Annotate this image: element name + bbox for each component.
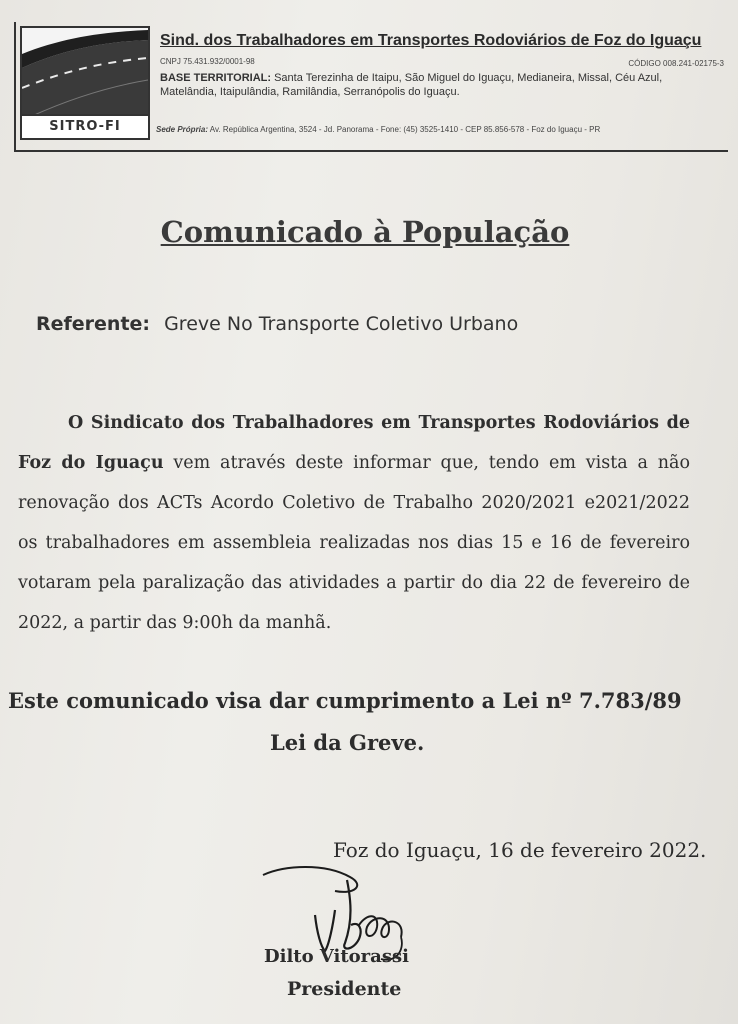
law-name: Lei da Greve. — [270, 730, 425, 755]
base-territorial — [160, 71, 720, 99]
union-logo — [20, 26, 150, 140]
signer-role: Presidente — [287, 978, 402, 1000]
law-statement: Este comunicado visa dar cumprimento a Lei nº 7.783/89 — [8, 688, 682, 713]
signer-name: Dilto Vitorassi — [264, 946, 409, 967]
cnpj-number: CNPJ 75.431.932/0001-98 — [160, 57, 255, 66]
sede-label: Sede Própria: — [156, 125, 209, 134]
body-rest: vem através deste informar que, tendo em vista a não renovação dos ACTs Acordo Coletivo de Trabalho 2020/2021 e2021/2022 os trabalhadores em assembleia realizadas nos dias 15 e 16 de fevereiro votaram pela paralização das atividades a partir do dia 22 de fevereiro de 2022, a partir das 9:00h da manhã. — [18, 453, 690, 633]
base-text: Santa Terezinha de Itaipu, São Miguel do Iguaçu, Medianeira, Missal, Céu Azul, Matelândia, Itaipulândia, Ramilândia, Serranópolis do Iguaçu. — [160, 72, 663, 98]
base-label: BASE TERRITORIAL: — [160, 72, 272, 84]
codigo-number: CÓDIGO 008.241-02175-3 — [628, 59, 724, 68]
sede-address — [156, 125, 600, 134]
sede-text: Av. República Argentina, 3524 - Jd. Panorama - Fone: (45) 3525-1410 - CEP 85.856-578 - Foz do Iguaçu - PR — [209, 125, 601, 134]
referente-line — [36, 313, 518, 335]
organization-name: Sind. dos Trabalhadores em Transportes Rodoviários de Foz do Iguaçu — [160, 32, 702, 49]
referente-text: Greve No Transporte Coletivo Urbano — [164, 313, 519, 335]
referente-label: Referente: — [36, 313, 151, 335]
body-paragraph — [18, 403, 690, 643]
body-bold-part: O Sindicato dos Trabalhadores em Transportes Rodoviários de Foz do Iguaçu — [18, 413, 690, 473]
logo-text: SITRO-FI — [22, 114, 148, 138]
road-icon — [22, 28, 148, 116]
date-line: Foz do Iguaçu, 16 de fevereiro 2022. — [333, 838, 707, 862]
page-title: Comunicado à População — [160, 215, 570, 249]
